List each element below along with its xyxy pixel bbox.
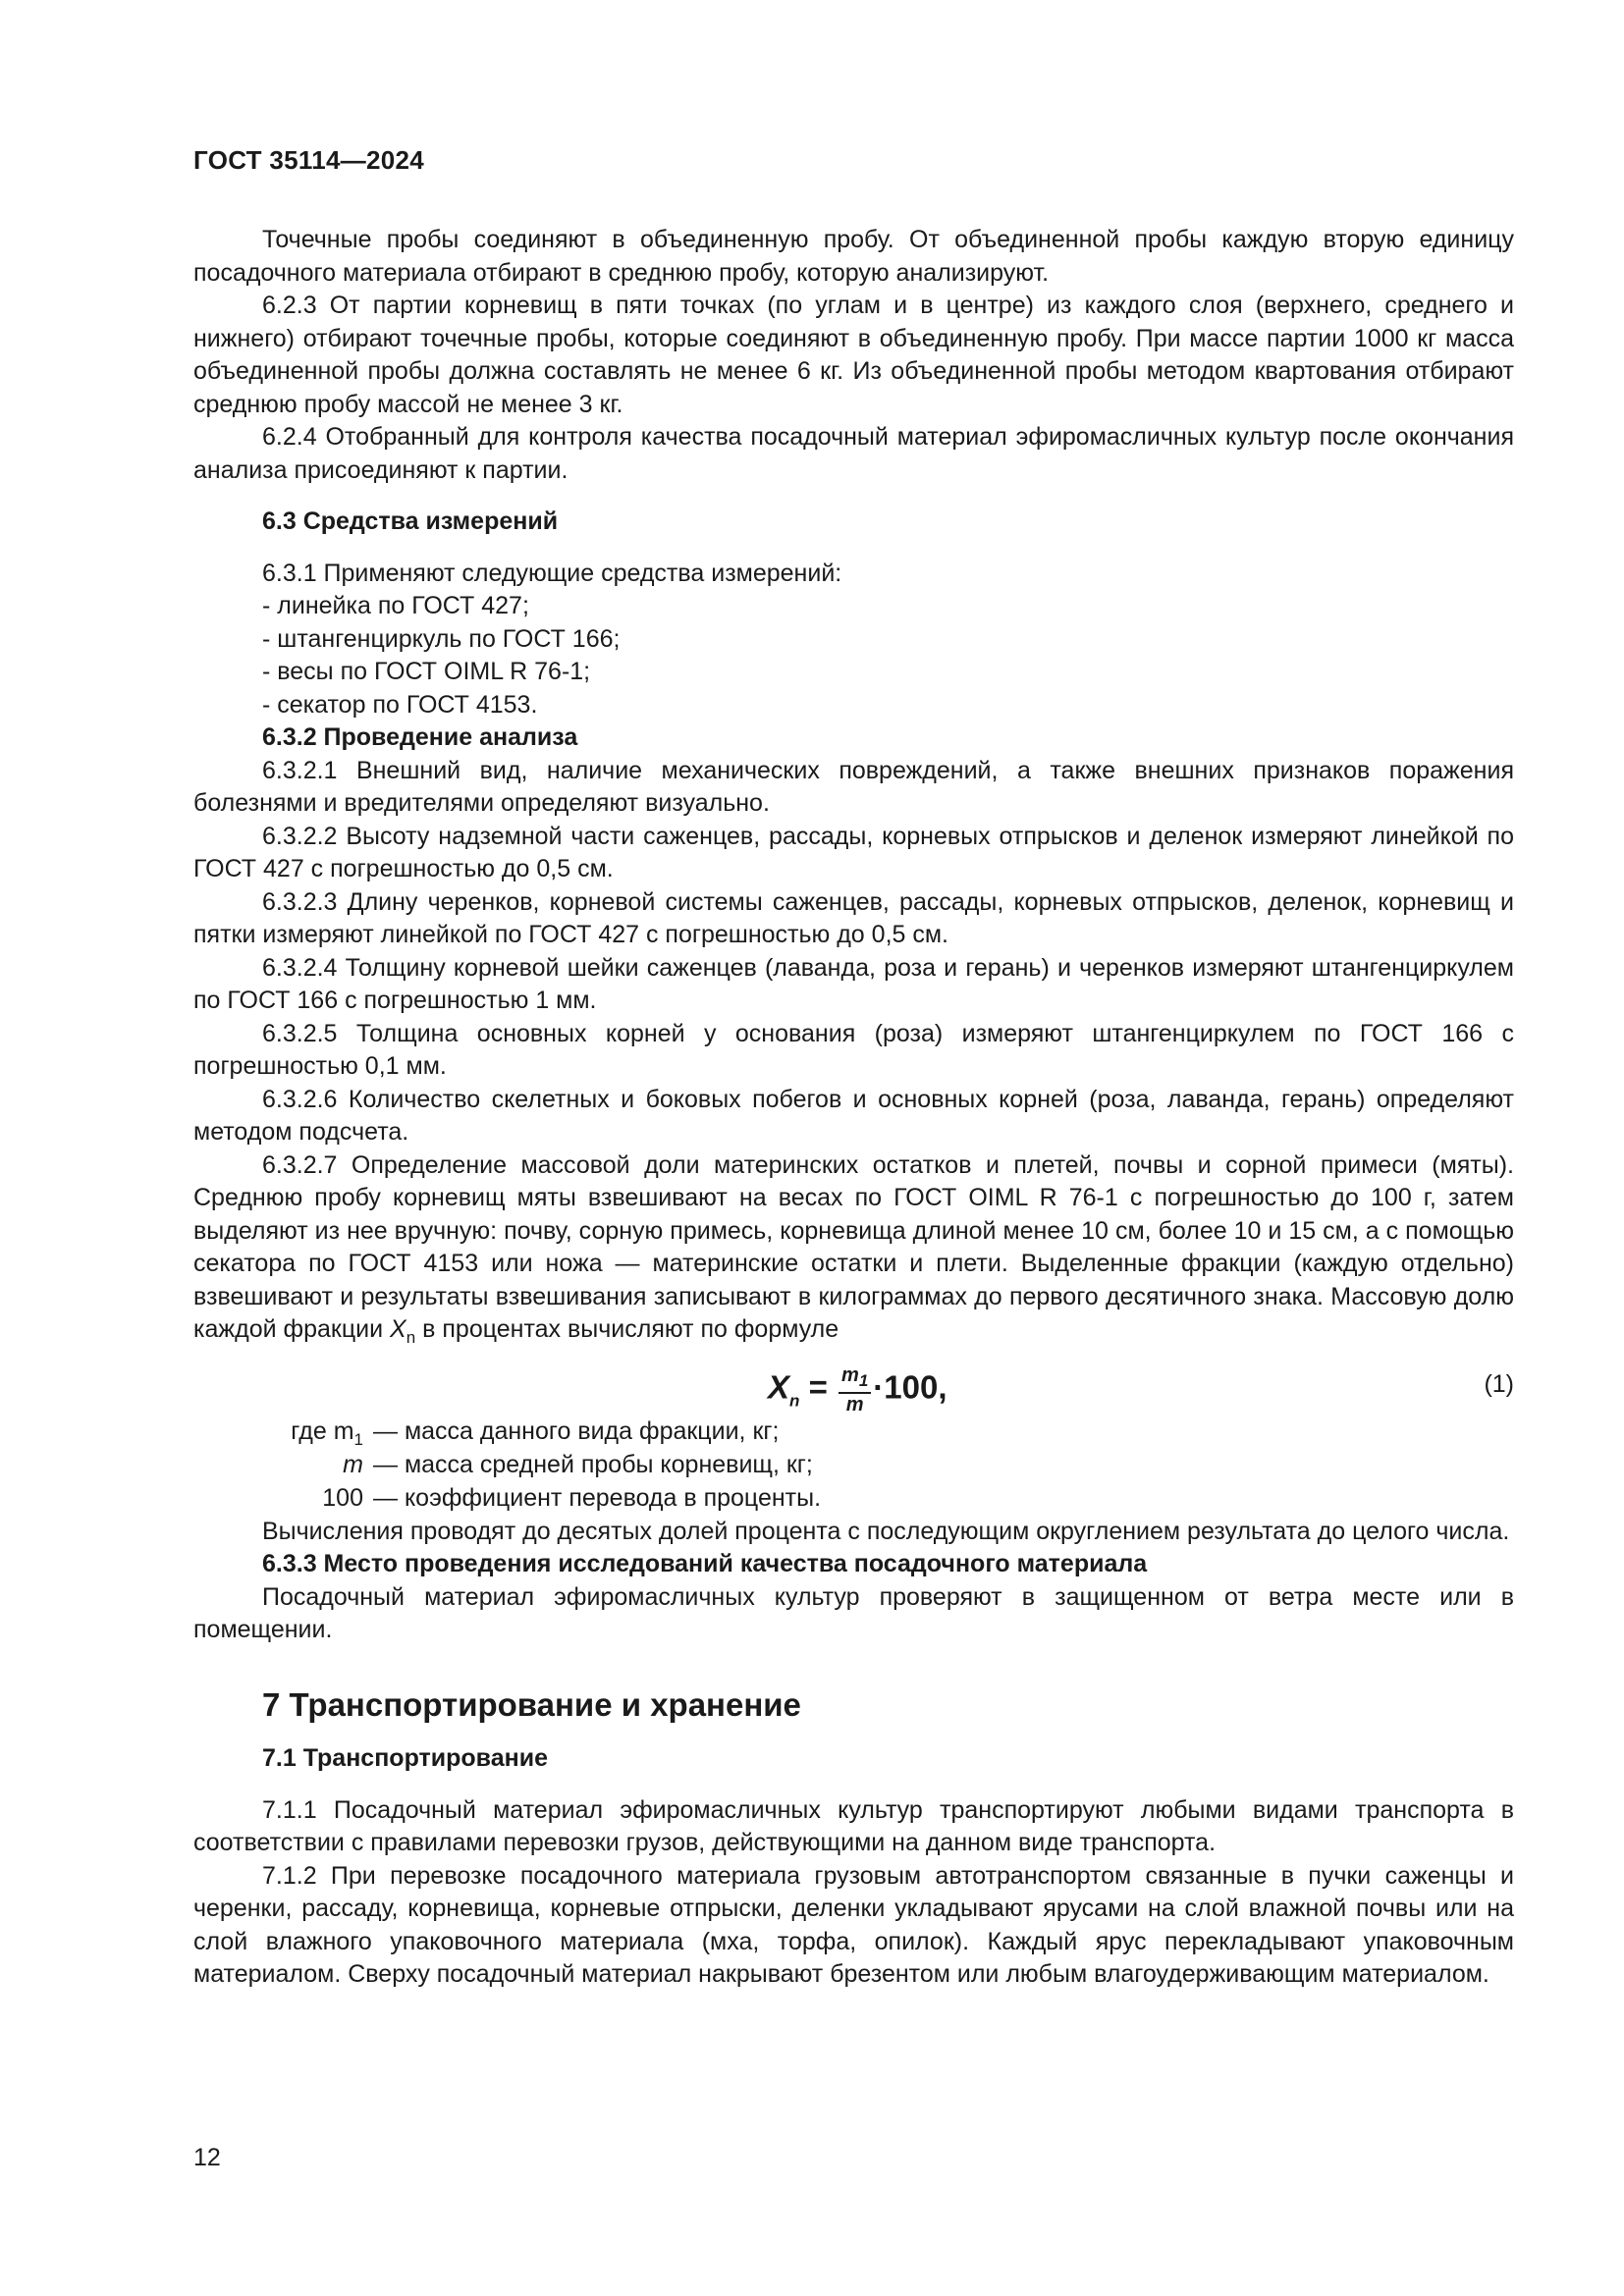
paragraph-6-3-3: Посадочный материал эфиромасличных культур проверяют в защищенном от ветра месте или в помещении. — [193, 1582, 1514, 1643]
list-item: - линейка по ГОСТ 427; — [262, 592, 529, 619]
paragraph-6-3-2-5: 6.3.2.5 Толщина основных корней у основания (роза) измеряют штангенциркулем по ГОСТ 166 с погрешностью 0,1 мм. — [193, 1019, 1514, 1080]
paragraph-intro: Точечные пробы соединяют в объединенную пробу. От объединенной пробы каждую вторую единицу посадочного материала отбирают в среднюю пробу, которую анализируют. — [193, 226, 1514, 287]
where-symbol-text: где m — [291, 1416, 354, 1445]
variable-x: X — [390, 1315, 406, 1343]
where-symbol-text: 100 — [322, 1483, 363, 1512]
paragraph-6-2-3: 6.2.3 От партии корневищ в пяти точках (по углам и в центре) из каждого слоя (верхнего, среднего и нижнего) отбирают точечные пробы, которые соединяют в объединенную пробу. При массе партии 1000 кг масса объединенной пробы должна составлять не менее 6 кг. Из объединенной пробы методом квартования отбирают среднюю пробу массой не менее 3 кг. — [193, 292, 1514, 418]
where-description: — масса средней пробы корневищ, кг; — [373, 1450, 813, 1478]
formula-1 — [193, 1359, 1514, 1415]
formula-tail: ·100, — [873, 1368, 947, 1406]
paragraph-calculation: Вычисления проводят до десятых долей процента с последующим округлением результата до целого числа. — [262, 1517, 1510, 1545]
page-number: 12 — [193, 2144, 221, 2171]
document-header: ГОСТ 35114—2024 — [193, 145, 425, 175]
chapter-heading-7: 7 Транспортирование и хранение — [262, 1685, 801, 1723]
formula-denominator: m — [845, 1393, 864, 1415]
where-row — [193, 1415, 1514, 1449]
list-item: - весы по ГОСТ OIML R 76-1; — [262, 658, 591, 685]
where-symbol-text: m — [343, 1450, 363, 1478]
document-body — [193, 224, 1514, 1992]
variable-subscript: n — [406, 1328, 416, 1347]
paragraph-6-2-4: 6.2.4 Отобранный для контроля качества посадочный материал эфиромасличных культур после окончания анализа присоединяют к партии. — [193, 423, 1514, 484]
formula-fraction — [839, 1364, 871, 1415]
paragraph-6-3-2-3: 6.3.2.3 Длину черенков, корневой системы саженцев, рассады, корневых отпрысков, деленок, корневищ и пятки измеряют линейкой по ГОСТ 427 с погрешностью до 0,5 см. — [193, 887, 1514, 948]
paragraph-7-1-1: 7.1.1 Посадочный материал эфиромасличных культур транспортируют любыми видами транспорта в соответствии с правилами перевозки грузов, действующими на данном виде транспорта. — [193, 1795, 1514, 1856]
subsection-heading-6-3-2: 6.3.2 Проведение анализа — [262, 723, 578, 751]
paragraph-6-3-2-7-text: 6.3.2.7 Определение массовой доли материнских остатков и плетей, почвы и сорной примеси (мяты). Среднюю пробу корневищ мяты взвешивают на весах по ГОСТ OIML R 76-1 с погрешностью до 100 г, затем выделяют из нее вручную: почву, сорную примесь, корневища длиной менее 10 см, более 10 и 15 см, а с помощью секатора по ГОСТ 4153 или ножа — материнские остатки и плети. Выделенные фракции (каждую отдельно) взвешивают и результаты взвешивания записывают в килограммах до первого десятичного знака. Массовую долю каждой фракции — [193, 1150, 1514, 1343]
where-description: — масса данного вида фракции, кг; — [373, 1416, 780, 1445]
formula-expression — [768, 1364, 947, 1417]
formula-lhs: X — [768, 1368, 790, 1406]
where-symbol-subscript: 1 — [353, 1429, 363, 1449]
formula-number: (1) — [1484, 1369, 1514, 1398]
paragraph-6-3-1: 6.3.1 Применяют следующие средства измерений: — [262, 559, 842, 587]
section-heading-7-1: 7.1 Транспортирование — [262, 1744, 548, 1772]
where-symbol — [193, 1482, 363, 1516]
where-row — [193, 1449, 1514, 1482]
paragraph-6-3-2-1: 6.3.2.1 Внешний вид, наличие механических повреждений, а также внешних признаков поражения болезнями и вредителями определяют визуально. — [193, 756, 1514, 817]
formula-lhs-subscript: n — [789, 1390, 800, 1410]
paragraph-6-3-2-2: 6.3.2.2 Высоту надземной части саженцев, рассады, корневых отпрысков и деленок измеряют линейкой по ГОСТ 427 с погрешностью до 0,5 см. — [193, 822, 1514, 882]
numerator-subscript: 1 — [858, 1370, 869, 1390]
list-item: - секатор по ГОСТ 4153. — [262, 690, 538, 719]
formula-equals: = — [808, 1368, 828, 1406]
paragraph-6-3-2-7-end: в процентах вычисляют по формуле — [422, 1315, 839, 1343]
where-symbol — [193, 1449, 363, 1482]
section-heading-6-3: 6.3 Средства измерений — [262, 507, 559, 535]
paragraph-6-3-2-7 — [193, 1149, 1514, 1355]
paragraph-6-3-2-4: 6.3.2.4 Толщину корневой шейки саженцев (лаванда, роза и герань) и черенков измеряют штангенциркулем по ГОСТ 166 с погрешностью 1 мм. — [193, 953, 1514, 1014]
list-item: - штангенциркуль по ГОСТ 166; — [262, 624, 621, 653]
numerator-symbol: m — [841, 1363, 859, 1386]
paragraph-6-3-2-6: 6.3.2.6 Количество скелетных и боковых побегов и основных корней (роза, лаванда, герань) определяют методом подсчета. — [193, 1085, 1514, 1146]
where-row — [193, 1482, 1514, 1516]
formula-numerator — [839, 1364, 871, 1394]
subsection-heading-6-3-3: 6.3.3 Место проведения исследований качества посадочного материала — [262, 1550, 1148, 1577]
where-description: — коэффициент перевода в проценты. — [373, 1483, 822, 1512]
paragraph-7-1-2: 7.1.2 При перевозке посадочного материала грузовым автотранспортом связанные в пучки саженцы и черенки, рассаду, корневища, корневые отпрыски, деленки укладывают ярусами на слой влажной почвы или на слой влажного упаковочного материала (мха, торфа, опилок). Каждый ярус перекладывают упаковочным материалом. Сверху посадочный материал накрывают брезентом или любым влагоудерживающим материалом. — [193, 1861, 1514, 1988]
